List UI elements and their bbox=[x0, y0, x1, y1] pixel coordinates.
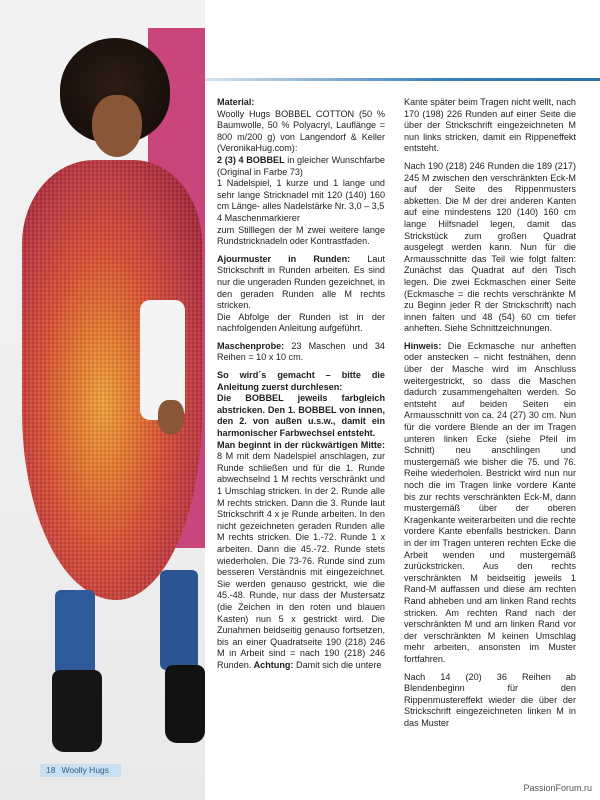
howto-heading: So wird´s gemacht – bitte die Anleitung zuerst durchlesen: bbox=[217, 370, 385, 392]
achtung-label: Achtung: bbox=[251, 659, 294, 670]
page-number: 18 bbox=[46, 765, 56, 775]
model-face bbox=[92, 95, 142, 157]
page-footer bbox=[40, 764, 121, 777]
howto-bold-text: Die BOBBEL jeweils farbgleich abstricken. Den 1. BOBBEL von innen, den 2. von außen u.s.w., damit ein harmonischer Farbwechsel entsteht. bbox=[217, 393, 385, 439]
ajour-text: Laut Strickschrift in Runden arbeiten. Es sind nur die ungeraden Runden gezeichnet, in den geraden Runden alle M rechts stricken. bbox=[217, 253, 385, 311]
right-paragraph-1-text: Kante später beim Tragen nicht wellt, nach 170 (198) 226 Runden auf einer Seite die über der Strickschrift eingezeichneten M nun links stricken, damit ein Rippeneffekt entsteht. bbox=[404, 97, 576, 154]
right-paragraph-4-text: Nach 14 (20) 36 Reihen ab Blendenbeginn für den Rippenmustereffekt wieder die über der Strickschrift eingezeichneten linken M in das Muster bbox=[404, 671, 576, 728]
jeans-left-leg bbox=[55, 590, 95, 675]
hinweis-paragraph bbox=[404, 341, 576, 666]
left-text-column bbox=[217, 97, 385, 678]
header-rule bbox=[205, 78, 600, 81]
boot-right bbox=[165, 665, 205, 743]
hinweis-text: Die Eckmasche nur anheften oder anstecken – nicht festnähen, denn über der Masche wird im Anschluss weitergestrickt, so dass die Maschen dadurch zusammengehalten werden. So entsteht auf beiden Seiten ein Armausschnitt von ca. 24 (27) 30 cm. Nun für die vordere Blende an der im Tragen unteren linken Ecke (siehe Pfeil im Schnitt) neu anschlingen und mustergemäß wie bisher die 75. und 76. Reihe wiederholen. Bestrickt wird nun nur noch die im Tragen linke vordere Kante bis zur rechts verschränkten Eck-M, dann mustergemäß über der oberen Kragenkante weiterarbeiten und die rechte vordere Kante ebenfalls bestricken. Dann in der im Tragen unteren rechten Ecke die Arbeit wenden und mustergemäß zurückstricken. Aus den rechts verschränkten M beidseitig jeweils 1 Rand-M auffassen und diese am rechten Rand abheben und am linken Rand rechts stricken. Am rechten Rand nach der verschränkten M und am linken Rand vor der verschränkten M keinen Umschlag mehr arbeiten, ansonsten im Muster fortfahren. bbox=[404, 340, 576, 664]
right-paragraph-1 bbox=[404, 97, 576, 155]
material-heading: Material: bbox=[217, 97, 255, 107]
ajour-section bbox=[217, 254, 385, 335]
markers-text: 4 Maschenmarkierer bbox=[217, 212, 300, 223]
bobbel-text: in gleicher Wunschfarbe (Original in Farbe 73) bbox=[217, 154, 385, 177]
right-paragraph-4 bbox=[404, 672, 576, 730]
right-paragraph-2-text: Nach 190 (218) 246 Runden die 189 (217) 245 M zwischen den verschränkten Eck-M auf der Seite des Rippenmusters abketten. Die M der drei anderen Kanten auf eine mindestens 120 (140) 160 cm lange Hilfsnadel legen, damit das Strickstück zum großen Quadrat ausgelegt werden kann. Nun für die Armausschnitte das Teil wie folgt falten: Zunächst das Quadrat auf den Tisch legen. Die zwei Eckmaschen einer Seite (Eckmasche = die rechts verschränkte M zu Beginn jeder R der Strickschrift) nach innen falten und 48 (54) 60 cm tiefer anheften. Siehe Schnittzeichnungen. bbox=[404, 160, 576, 334]
site-watermark: PassionForum.ru bbox=[523, 783, 592, 793]
boot-left bbox=[52, 670, 102, 752]
bobbel-count: 2 (3) 4 BOBBEL bbox=[217, 154, 285, 165]
right-text-column bbox=[404, 97, 576, 735]
markers-text-2: zum Stilllegen der M zwei weitere lange Rundstricknadeln oder Kontrastfaden. bbox=[217, 224, 385, 247]
achtung-text: Damit sich die untere bbox=[293, 659, 382, 670]
ajour-text-2: Die Abfolge der Runden ist in der nachfolgenden Anleitung aufgeführt. bbox=[217, 311, 385, 334]
ajour-heading: Ajourmuster in Runden: bbox=[217, 253, 351, 264]
jeans-right-leg bbox=[160, 570, 198, 670]
gauge-text: 23 Maschen und 34 Reihen = 10 x 10 cm. bbox=[217, 340, 385, 363]
begin-text: 8 M mit dem Nadelspiel anschlagen, zur Runde schließen und für die 1. Runde abwechselnd 1 M rechts verschränkt und 1 Umschlag stricken. In der 2. Runde alle M rechts stricken. Dann die 3. Runde laut Strickschrift 4 x je Runde arbeiten. In den nicht gezeichneten geraden Runden alle M rechts stricken. Die 1.-72. Runde 1 x arbeiten. Dann die 45.-72. Runde stets wiederholen. Die 73-76. Runde sind zum besseren Verständnis mit eingezeichnet. Sie werden genauso gestrickt, wie die 45.-48. Runde, nur dass der Mustersatz (die Zeichen in den roten und blauen Kasten) nun 5 x gestrickt wird. Die Zunahmen beidseitig genauso fortsetzen, bis an einer Quadratseite 190 (218) 246 M in Arbeit sind = nach 190 (218) 246 Runden. bbox=[217, 451, 385, 670]
gauge-heading: Maschenprobe: bbox=[217, 340, 285, 351]
begin-heading: Man beginnt in der rückwärtigen Mitte: bbox=[217, 439, 385, 450]
material-section bbox=[217, 97, 385, 248]
howto-section bbox=[217, 370, 385, 671]
material-text: Woolly Hugs BOBBEL COTTON (50 % Baumwolle, 50 % Polyacryl, Lauflänge = 800 m/200 g) von Langendorf & Keller (VeronikaHug.com): bbox=[217, 108, 385, 154]
gauge-section bbox=[217, 341, 385, 364]
model-hand bbox=[158, 400, 184, 434]
right-paragraph-2 bbox=[404, 161, 576, 335]
magazine-name: Woolly Hugs bbox=[61, 765, 110, 775]
needles-text: 1 Nadelspiel, 1 kurze und 1 lange und sehr lange Stricknadel mit 120 (140) 160 cm Länge- alles Nadelstärke Nr. 3,0 – 3,5 bbox=[217, 178, 385, 212]
hinweis-label: Hinweis: bbox=[404, 340, 442, 351]
model-photo bbox=[0, 0, 205, 800]
